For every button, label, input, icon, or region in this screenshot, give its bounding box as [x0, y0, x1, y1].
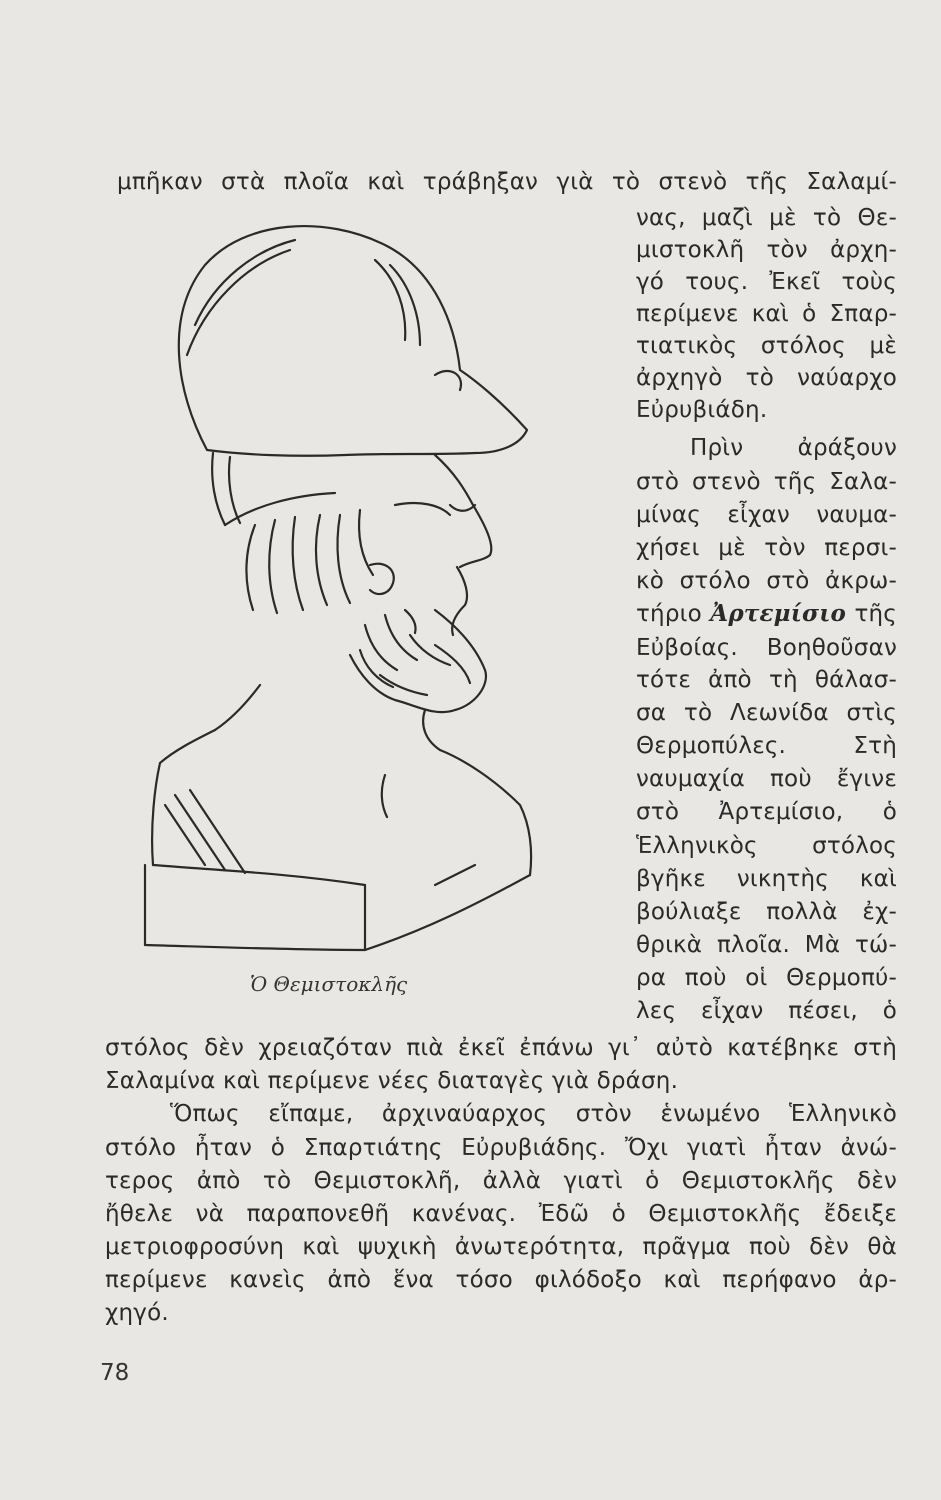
paragraph-start-line: Ὅπως εἴπαμε, ἀρχιναύαρχος στὸν ἑνωμένο Ἑλληνικὸ	[170, 1101, 897, 1127]
text-line: ναυμαχία ποὺ ἔγινε	[636, 766, 897, 792]
paragraph-start-line: Πρὶν ἀράξουν	[690, 435, 897, 461]
text-line: Σαλαμίνα καὶ περίμενε νέες διαταγὲς γιὰ δράση.	[105, 1068, 679, 1094]
text-line: σα τὸ Λεωνίδα στὶς	[636, 700, 897, 726]
line-suffix: τῆς	[846, 601, 897, 627]
text-line: στὸ Ἀρτεμίσιο, ὁ	[636, 799, 897, 825]
text-line: χηγό.	[105, 1300, 169, 1326]
line-prefix: τήριο	[636, 601, 711, 627]
text-line: τερος ἀπὸ τὸ Θεμιστοκλῆ, ἀλλὰ γιατὶ ὁ Θεμιστοκλῆς δὲν	[105, 1168, 897, 1194]
themistocles-bust-illustration	[135, 205, 555, 965]
text-line: βγῆκε νικητὴς καὶ	[636, 866, 897, 892]
text-line: στόλο ἦταν ὁ Σπαρτιάτης Εὐρυβιάδης. Ὄχι γιατὶ ἦταν ἀνώ-	[105, 1135, 897, 1161]
text-line: γό τους. Ἐκεῖ τοὺς	[636, 269, 897, 295]
text-line: περίμενε καὶ ὁ Σπαρ-	[636, 301, 897, 327]
illustration-caption: Ὁ Θεμιστοκλῆς	[250, 972, 408, 996]
text-line: μιστοκλῆ τὸν ἀρχη-	[636, 237, 897, 263]
text-line: μίνας εἶχαν ναυμα-	[636, 502, 897, 528]
text-line: ἤθελε νὰ παραπονεθῆ κανένας. Ἐδῶ ὁ Θεμιστοκλῆς ἔδειξε	[105, 1201, 897, 1227]
page-number: 78	[100, 1360, 130, 1386]
text-line: χήσει μὲ τὸν περσι-	[636, 535, 897, 561]
text-line: θρικὰ πλοῖα. Μὰ τώ-	[636, 932, 897, 958]
text-line: λες εἶχαν πέσει, ὁ	[636, 998, 897, 1024]
text-line: ἀρχηγὸ τὸ ναύαρχο	[636, 365, 897, 391]
text-line: περίμενε κανεὶς ἀπὸ ἕνα τόσο φιλόδοξο καὶ περήφανο ἀρ-	[105, 1267, 897, 1293]
text-line: τιατικὸς στόλος μὲ	[636, 333, 897, 359]
text-line: Θερμοπύλες. Στὴ	[636, 733, 897, 759]
text-line: νας, μαζὶ μὲ τὸ Θε-	[636, 205, 897, 231]
text-line: στόλος δὲν χρειαζόταν πιὰ ἐκεῖ ἐπάνω γι᾿ αὐτὸ κατέβηκε στὴ	[105, 1035, 897, 1061]
text-line: στὸ στενὸ τῆς Σαλα-	[636, 469, 897, 495]
text-line: ρα ποὺ οἱ Θερμοπύ-	[636, 965, 897, 991]
text-line: τότε ἀπὸ τὴ θάλασ-	[636, 667, 897, 693]
text-line: μπῆκαν στὰ πλοῖα καὶ τράβηξαν γιὰ τὸ στενὸ τῆς Σαλαμί-	[117, 169, 897, 195]
text-line: Ἑλληνικὸς στόλος	[636, 833, 897, 859]
text-line: Εὐρυβιάδη.	[636, 397, 768, 423]
text-line-artemisio	[636, 598, 897, 630]
text-line: μετριοφροσύνη καὶ ψυχικὴ ἀνωτερότητα, πρᾶγμα ποὺ δὲν θὰ	[105, 1234, 897, 1260]
text-line: βούλιαξε πολλὰ ἐχ-	[636, 899, 897, 925]
text-line: κὸ στόλο στὸ ἀκρω-	[636, 568, 897, 594]
text-line: Εὐβοίας. Βοηθοῦσαν	[636, 635, 897, 661]
emphasized-place-name: Ἀρτεμίσιο	[710, 600, 847, 627]
